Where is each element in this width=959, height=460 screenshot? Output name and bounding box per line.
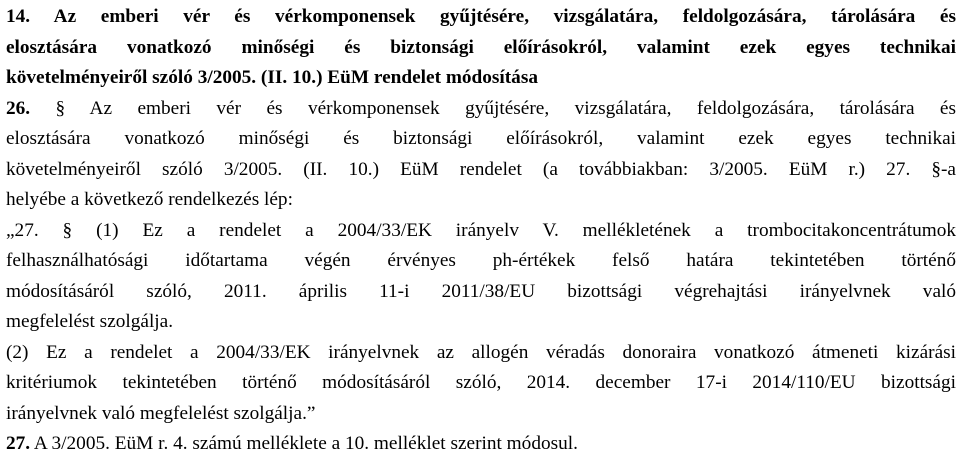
section-27-line-7: irányelvnek való megfelelést szolgálja.” bbox=[6, 402, 316, 424]
section-26-number: 26. bbox=[6, 97, 31, 119]
section-26-line-4: helyébe a következő rendelkezés lép: bbox=[6, 189, 293, 210]
section-27-line-4: megfelelést szolgálja. bbox=[6, 311, 174, 332]
heading-line-1: 14. Az emberi vér és vérkomponensek gyűjtésére, vizsgálatára, feldolgozására, tárolására és bbox=[6, 6, 956, 27]
section-27b-number: 27. bbox=[6, 433, 31, 454]
section-27-line-1: „27. § (1) Ez a rendelet a 2004/33/EK irányelv V. mellékletének a trombocitakoncentrátumok bbox=[6, 219, 956, 241]
section-26-line-1 bbox=[6, 94, 956, 125]
section-26-line-2: elosztására vonatkozó minőségi és biztonsági előírásokról, valamint ezek egyes technikai bbox=[6, 128, 956, 149]
section-27-line-2: felhasználhatósági időtartama végén érvényes ph-értékek felső határa tekintetében történő bbox=[6, 250, 956, 271]
section-27b-text: A 3/2005. EüM r. 4. számú melléklete a 10. melléklet szerint módosul. bbox=[30, 433, 578, 454]
section-26-text-1: § Az emberi vér és vérkomponensek gyűjtésére, vizsgálatára, feldolgozására, tárolására és bbox=[30, 97, 956, 119]
section-27-line-3: módosításáról szóló, 2011. április 11-i 2011/38/EU bizottsági végrehajtási irányelvnek való bbox=[6, 280, 956, 302]
section-27b-line bbox=[6, 429, 956, 460]
document-page bbox=[6, 2, 956, 460]
section-26-line-3: követelményeiről szóló 3/2005. (II. 10.) EüM rendelet (a továbbiakban: 3/2005. EüM r.) 27. §-a bbox=[6, 158, 956, 180]
section-27-line-5: (2) Ez a rendelet a 2004/33/EK irányelvnek az allogén véradás donoraira vonatkozó átmeneti kizárási bbox=[6, 341, 956, 363]
section-27-line-6: kritériumok tekintetében történő módosításáról szóló, 2014. december 17-i 2014/110/EU bizottsági bbox=[6, 372, 956, 393]
heading-line-2: elosztására vonatkozó minőségi és biztonsági előírásokról, valamint ezek egyes technikai bbox=[6, 36, 956, 58]
heading-line-3: követelményeiről szóló 3/2005. (II. 10.) EüM rendelet módosítása bbox=[6, 67, 538, 88]
